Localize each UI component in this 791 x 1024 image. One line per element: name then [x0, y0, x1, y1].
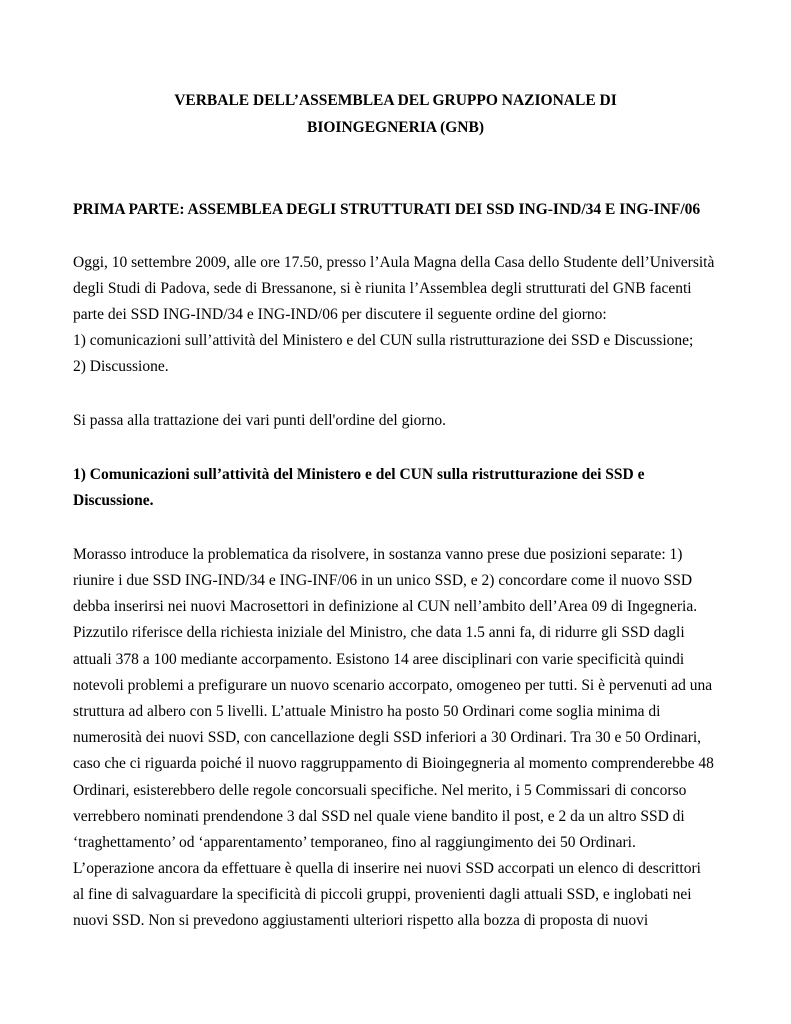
transition-line: Si passa alla trattazione dei vari punti dell'ordine del giorno. — [73, 412, 446, 429]
intro-line-2: degli Studi di Padova, sede di Bressanone, si è riunita l’Assemblea degli strutturati del GNB facenti — [73, 280, 692, 297]
body-line-6: notevoli problemi a prefigurare un nuovo scenario accorpato, omogeneo per tutti. Si è pervenuti ad una — [73, 677, 713, 694]
body-line-7: struttura ad albero con 5 livelli. L’attuale Ministro ha posto 50 Ordinari come soglia minima di — [73, 703, 661, 720]
body-line-10: Ordinari, esisterebbero delle regole concorsuali specifiche. Nel merito, i 5 Commissari di concorso — [73, 782, 687, 799]
section1-heading-line-1: 1) Comunicazioni sull’attività del Ministero e del CUN sulla ristrutturazione dei SSD e — [73, 466, 645, 483]
body-line-4: Pizzutilo riferisce della richiesta iniziale del Ministro, che data 1.5 anni fa, di ridurre gli SSD dagli — [73, 624, 685, 641]
intro-line-4: 1) comunicazioni sull’attività del Ministero e del CUN sulla ristrutturazione dei SSD e Discussione; — [73, 332, 694, 349]
part-heading: PRIMA PARTE: ASSEMBLEA DEGLI STRUTTURATI DEI SSD ING-IND/34 E ING-INF/06 — [73, 201, 701, 218]
body-line-14: al fine di salvaguardare la specificità di piccoli gruppi, provenienti dagli attuali SSD, e inglobati nei — [73, 886, 692, 903]
body-line-9: caso che ci riguarda poiché il nuovo raggruppamento di Bioingegneria al momento comprenderebbe 48 — [73, 755, 714, 772]
body-line-3: debba inserirsi nei nuovi Macrosettori in definizione al CUN nell’ambito dell’Area 09 di Ingegneria. — [73, 598, 698, 615]
intro-line-5: 2) Discussione. — [73, 358, 169, 375]
body-line-15: nuovi SSD. Non si prevedono aggiustamenti ulteriori rispetto alla bozza di proposta di nuovi — [73, 912, 649, 929]
intro-line-1: Oggi, 10 settembre 2009, alle ore 17.50, presso l’Aula Magna della Casa dello Studente dell’Università — [73, 254, 715, 271]
document-title-line-1: VERBALE DELL’ASSEMBLEA DEL GRUPPO NAZIONALE DI — [174, 92, 617, 109]
body-line-5: attuali 378 a 100 mediante accorpamento. Esistono 14 aree disciplinari con varie specificità quindi — [73, 651, 685, 668]
intro-line-3: parte dei SSD ING-IND/34 e ING-IND/06 per discutere il seguente ordine del giorno: — [73, 306, 607, 323]
body-line-12: ‘traghettamento’ od ‘apparentamento’ temporaneo, fino al raggiungimento dei 50 Ordinari. — [73, 834, 636, 851]
body-line-11: verrebbero nominati prendendone 3 dal SSD nel quale viene bandito il post, e 2 da un altro SSD di — [73, 808, 685, 825]
document-title-line-2: BIOINGEGNERIA (GNB) — [307, 119, 484, 136]
body-line-2: riunire i due SSD ING-IND/34 e ING-INF/06 in un unico SSD, e 2) concordare come il nuovo SSD — [73, 572, 693, 589]
body-line-8: numerosità dei nuovi SSD, con cancellazione degli SSD inferiori a 30 Ordinari. Tra 30 e 50 Ordinari, — [73, 729, 702, 746]
section1-heading-line-2: Discussione. — [73, 492, 154, 509]
body-line-1: Morasso introduce la problematica da risolvere, in sostanza vanno prese due posizioni separate: 1) — [73, 546, 683, 563]
body-line-13: L’operazione ancora da effettuare è quella di inserire nei nuovi SSD accorpati un elenco di descrittori — [73, 860, 701, 877]
